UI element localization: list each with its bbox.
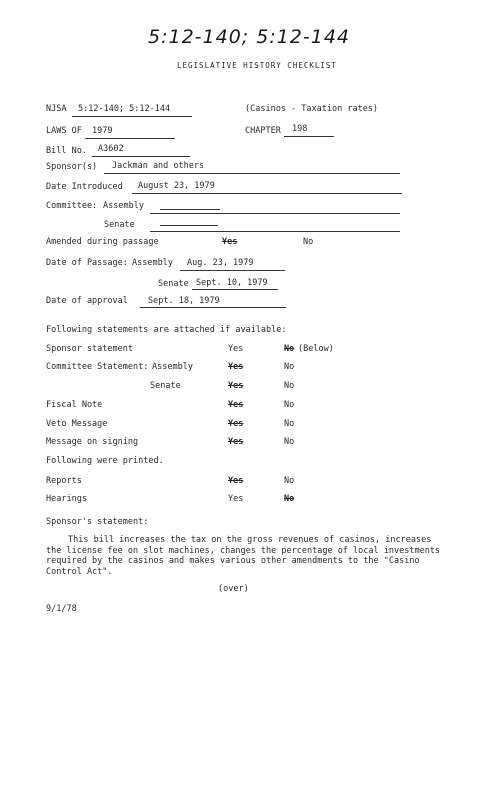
amended-no: No (303, 237, 314, 247)
date-introduced-label: Date Introduced (46, 182, 123, 192)
hearings-label: Hearings (46, 494, 87, 504)
date-introduced-value: August 23, 1979 (138, 181, 215, 191)
chapter-underline (284, 136, 334, 137)
sponsor-underline (104, 173, 400, 174)
message-signing-yes: Yes (228, 437, 244, 447)
printed-header: Following were printed. (46, 456, 164, 466)
njsa-value: 5:12-140; 5:12-144 (78, 104, 171, 114)
passage-assembly-underline (180, 270, 285, 271)
page-title: LEGISLATIVE HISTORY CHECKLIST (177, 61, 337, 70)
chapter-label: CHAPTER (245, 126, 281, 136)
njsa-underline (72, 116, 192, 117)
sponsor-statement-text: This bill increases the tax on the gross revenues of casinos, increases the license fee on slot machines, changes the percentage of local investments required by the casinos and makes various other amendments to the "Casino Control Act". (46, 535, 441, 577)
passage-assembly-label: Assembly (132, 258, 173, 268)
hearings-no: No (284, 494, 295, 504)
sponsor-value: Jackman and others (112, 161, 205, 171)
njsa-label: NJSA (46, 104, 67, 114)
passage-assembly-value: Aug. 23, 1979 (187, 258, 254, 268)
committee-assembly-underline (150, 213, 400, 214)
committee-senate-underline (150, 231, 400, 232)
amended-label: Amended during passage (46, 237, 159, 247)
approval-underline (140, 307, 286, 308)
over-note: (over) (218, 584, 249, 594)
veto-message-no: No (284, 419, 295, 429)
reports-yes: Yes (228, 476, 244, 486)
passage-senate-value: Sept. 10, 1979 (196, 278, 268, 288)
veto-message-yes: Yes (228, 419, 244, 429)
committee-statement-senate-no: No (284, 381, 295, 391)
laws-underline (85, 138, 175, 139)
committee-assembly-label: Assembly (103, 201, 144, 211)
committee-assembly-fill (160, 209, 220, 210)
committee-label: Committee: (46, 201, 98, 211)
bill-value: A3602 (98, 144, 124, 154)
reports-no: No (284, 476, 295, 486)
approval-value: Sept. 18, 1979 (148, 296, 220, 306)
laws-value: 1979 (92, 126, 113, 136)
committee-statement-assembly-no: No (284, 362, 295, 372)
fiscal-note-yes: Yes (228, 400, 244, 410)
passage-senate-label: Senate (158, 279, 189, 289)
message-signing-no: No (284, 437, 295, 447)
fiscal-note-label: Fiscal Note (46, 400, 103, 410)
committee-statement-senate: Senate (150, 381, 181, 391)
njsa-note: (Casinos - Taxation rates) (245, 104, 379, 114)
sponsor-statement-label: Sponsor statement (46, 344, 133, 354)
date-introduced-underline (132, 193, 402, 194)
committee-statement-assembly: Assembly (152, 362, 193, 372)
approval-label: Date of approval (46, 296, 128, 306)
passage-label: Date of Passage: (46, 258, 128, 268)
sponsor-statement-no: No (284, 344, 295, 354)
amended-yes: Yes (222, 237, 238, 247)
statements-header: Following statements are attached if available: (46, 325, 287, 335)
committee-senate-label: Senate (104, 220, 135, 230)
committee-senate-fill (160, 225, 218, 226)
laws-label: LAWS OF (46, 126, 82, 136)
sponsor-statement-extra: (Below) (298, 344, 334, 354)
committee-statement-senate-yes: Yes (228, 381, 244, 391)
sponsor-statement-heading: Sponsor's statement: (46, 517, 149, 527)
sponsor-statement-yes: Yes (228, 344, 244, 354)
fiscal-note-no: No (284, 400, 295, 410)
bill-underline (92, 156, 190, 157)
committee-statement-label: Committee Statement: (46, 362, 149, 372)
chapter-value: 198 (292, 124, 308, 134)
form-date: 9/1/78 (46, 604, 77, 614)
committee-statement-assembly-yes: Yes (228, 362, 244, 372)
passage-senate-underline (192, 289, 278, 290)
bill-label: Bill No. (46, 146, 87, 156)
sponsor-label: Sponsor(s) (46, 162, 98, 172)
message-signing-label: Message on signing (46, 437, 139, 447)
reports-label: Reports (46, 476, 82, 486)
handwritten-statute-numbers: 5:12-140; 5:12-144 (148, 26, 351, 48)
hearings-yes: Yes (228, 494, 244, 504)
veto-message-label: Veto Message (46, 419, 108, 429)
